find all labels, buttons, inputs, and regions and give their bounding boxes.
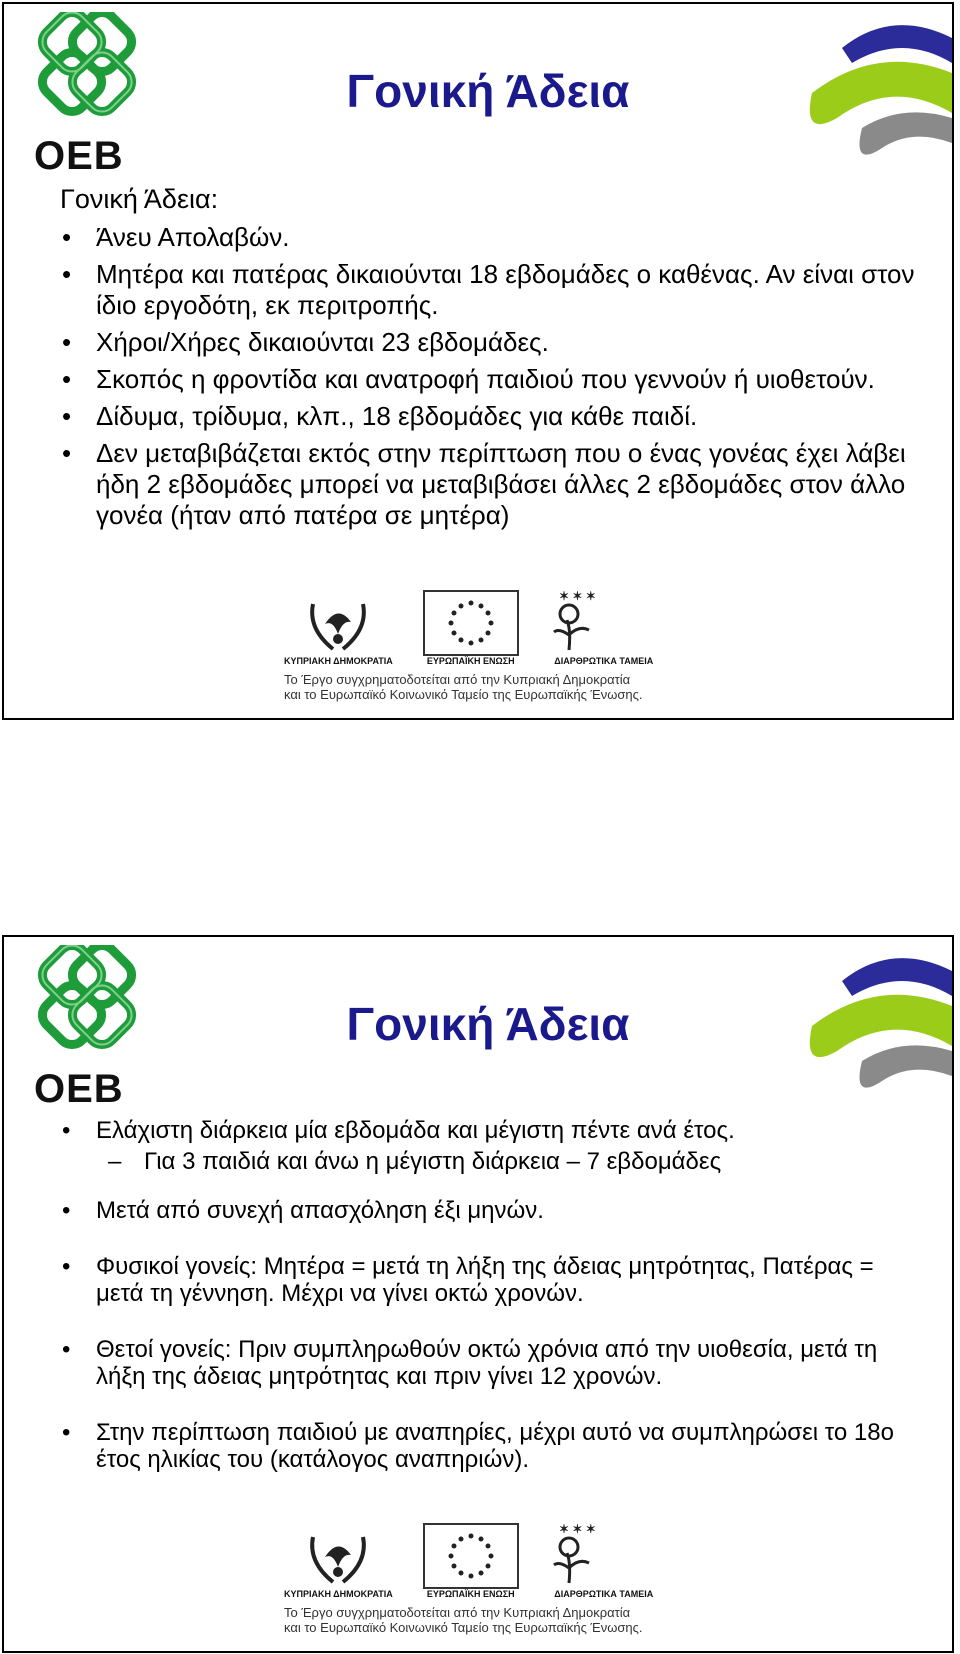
cyprus-emblem: ΚΥΠΡΙΑΚΗ ΔΗΜΟΚΡΑΤΙΑ [284, 594, 393, 666]
bullet-list [60, 222, 920, 537]
list-item: • Άνευ Απολαβών. [62, 222, 290, 252]
funding-footer [284, 580, 704, 710]
bullet-icon: • [62, 438, 72, 468]
list-item: • Φυσικοί γονείς: Μητέρα = μετά τη λήξη της άδειας μητρότητας, Πατέρας = μετά τη γέννηση. Μέχρι να γίνει οκτώ χρονών. [62, 1253, 874, 1307]
bullet-icon: • [62, 222, 72, 252]
list-item: • Δεν μεταβιβάζεται εκτός στην περίπτωση που ο ένας γονέας έχει λάβει ήδη 2 εβδομάδες μπορεί να μεταβιβάσει άλλες 2 εβδομάδες στον άλλο γονέα (ήταν από πατέρα σε μητέρα) [62, 438, 906, 530]
structural-funds-logo: ✶ ✶ ✶ ΔΙΑΡΘΡΩΤΙΚΑ ΤΑΜΕΙΑ [549, 590, 659, 666]
bullet-icon: • [62, 1197, 71, 1224]
list-item: • Μετά από συνεχή απασχόληση έξι μηνών. [62, 1197, 544, 1224]
svg-text:✶ ✶ ✶: ✶ ✶ ✶ [558, 590, 596, 603]
bullet-icon: • [62, 1419, 71, 1446]
funding-footer [284, 1513, 704, 1643]
dash-icon: – [108, 1148, 122, 1175]
cyprus-dove-icon [303, 1527, 373, 1589]
tree-stars-icon [549, 590, 659, 656]
sub-list-item: – Για 3 παιδιά και άνω η μέγιστη διάρκεια – 7 εβδομάδες [108, 1148, 722, 1175]
subheading: Γονική Άδεια: [60, 184, 219, 214]
list-item: • Μητέρα και πατέρας δικαιούνται 18 εβδομάδες ο καθένας. Αν είναι στον ίδιο εργοδότη, εκ περιτροπής. [62, 259, 915, 320]
structural-funds-logo: ✶ ✶ ✶ ΔΙΑΡΘΡΩΤΙΚΑ ΤΑΜΕΙΑ [549, 1523, 659, 1599]
bullet-icon: • [62, 1253, 71, 1280]
cyprus-emblem: ΚΥΠΡΙΑΚΗ ΔΗΜΟΚΡΑΤΙΑ [284, 1527, 393, 1599]
bullet-icon: • [62, 1117, 71, 1144]
list-item: • Χήροι/Χήρες δικαιούνται 23 εβδομάδες. [62, 327, 549, 357]
slide-2 [2, 935, 954, 1653]
eu-stars-icon [423, 1523, 519, 1589]
svg-text:✶ ✶ ✶: ✶ ✶ ✶ [558, 1523, 596, 1536]
list-item: • Ελάχιστη διάρκεια μία εβδομάδα και μέγιστη πέντε ανά έτος. – Για 3 παιδιά και άνω η μέγιστη διάρκεια – 7 εβδομάδες [60, 1117, 920, 1175]
bullet-icon: • [62, 1336, 71, 1363]
page-title: Γονική Άδεια [346, 998, 630, 1050]
eu-stars-icon [423, 590, 519, 656]
eu-flag: ΕΥΡΩΠΑΪΚΗ ΕΝΩΣΗ [423, 1523, 519, 1599]
oeb-logo-text: OEB [34, 1067, 124, 1111]
eu-flag: ΕΥΡΩΠΑΪΚΗ ΕΝΩΣΗ [423, 590, 519, 666]
footer-caption: Το Έργο συγχρηματοδοτείται από την Κυπριακή Δημοκρατία και το Ευρωπαϊκό Κοινωνικό Ταμείο της Ευρωπαϊκής Ένωσης. [284, 1605, 643, 1635]
list-item: • Στην περίπτωση παιδιού με αναπηρίες, μέχρι αυτό να συμπληρώσει το 18ο έτος ηλικίας του (κατάλογος αναπηριών). [62, 1419, 894, 1473]
slide-1 [2, 2, 954, 720]
cyprus-dove-icon [303, 594, 373, 656]
bullet-icon: • [62, 364, 72, 394]
bullet-icon: • [62, 259, 72, 289]
footer-caption: Το Έργο συγχρηματοδοτείται από την Κυπριακή Δημοκρατία και το Ευρωπαϊκό Κοινωνικό Ταμείο της Ευρωπαϊκής Ένωσης. [284, 672, 643, 702]
tree-stars-icon [549, 1523, 659, 1589]
bullet-list [60, 1117, 920, 1502]
page-title: Γονική Άδεια [346, 65, 630, 117]
bullet-icon: • [62, 327, 72, 357]
list-item: • Δίδυμα, τρίδυμα, κλπ., 18 εβδομάδες για κάθε παιδί. [62, 401, 698, 431]
list-item: • Θετοί γονείς: Πριν συμπληρωθούν οκτώ χρόνια από την υιοθεσία, μετά τη λήξη της άδειας μητρότητας και πριν γίνει 12 χρονών. [62, 1336, 878, 1390]
bullet-icon: • [62, 401, 72, 431]
oeb-logo-text: OEB [34, 134, 124, 178]
list-item: • Σκοπός η φροντίδα και ανατροφή παιδιού που γεννούν ή υιοθετούν. [62, 364, 875, 394]
